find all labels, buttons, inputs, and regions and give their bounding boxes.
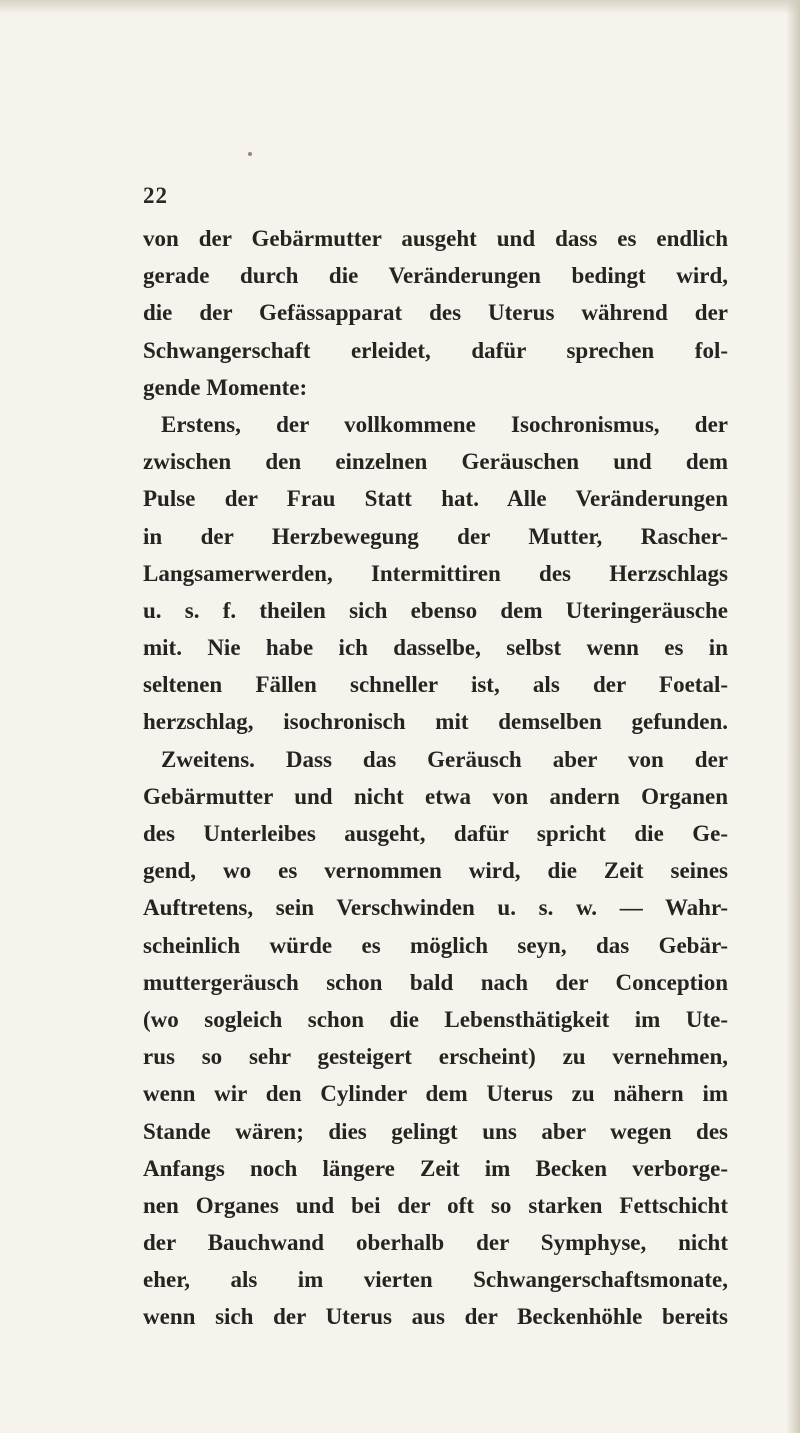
text-line: gerade durch die Veränderungen bedingt wird, xyxy=(143,263,728,289)
text-line: Zweitens. Dass das Geräusch aber von der xyxy=(161,746,728,772)
text-line: mit. Nie habe ich dasselbe, selbst wenn es in xyxy=(143,635,728,661)
text-line: wenn wir den Cylinder dem Uterus zu nähern im xyxy=(143,1081,728,1107)
text-line: (wo sogleich schon die Lebensthätigkeit im Ute- xyxy=(143,1006,728,1032)
text-line: Erstens, der vollkommene Isochronismus, der xyxy=(161,411,728,437)
text-line: rus so sehr gesteigert erscheint) zu vernehmen, xyxy=(143,1044,728,1070)
ink-speck xyxy=(248,152,252,156)
text-line: zwischen den einzelnen Geräuschen und dem xyxy=(143,449,728,475)
scan-shadow-right xyxy=(786,0,800,1433)
text-line: Stande wären; dies gelingt uns aber wegen des xyxy=(143,1118,728,1144)
body-text xyxy=(143,220,728,1336)
text-line: des Unterleibes ausgeht, dafür spricht die Ge- xyxy=(143,821,728,846)
text-line: muttergeräusch schon bald nach der Conception xyxy=(143,969,728,995)
text-line: nen Organes und bei der oft so starken Fettschicht xyxy=(143,1192,728,1218)
text-line: Auftretens, sein Verschwinden u. s. w. — Wahr- xyxy=(143,895,728,921)
text-line: u. s. f. theilen sich ebenso dem Uteringeräusche xyxy=(143,597,728,623)
text-line: in der Herzbewegung der Mutter, Rascher- xyxy=(143,523,728,549)
text-line: eher, als im vierten Schwangerschaftsmonate, xyxy=(143,1267,728,1293)
text-line: Gebärmutter und nicht etwa von andern Organen xyxy=(143,783,728,809)
text-line: Langsamerwerden, Intermittiren des Herzschlags xyxy=(143,560,728,586)
text-line: gende Momente: xyxy=(143,374,308,400)
text-line: die der Gefässapparat des Uterus während der xyxy=(143,300,728,326)
text-line: Pulse der Frau Statt hat. Alle Veränderungen xyxy=(143,486,728,512)
text-line: der Bauchwand oberhalb der Symphyse, nicht xyxy=(143,1230,728,1256)
text-line: gend, wo es vernommen wird, die Zeit seines xyxy=(143,858,728,884)
text-line: wenn sich der Uterus aus der Beckenhöhle bereits xyxy=(143,1304,728,1330)
text-line: Anfangs noch längere Zeit im Becken verborge- xyxy=(143,1155,728,1181)
text-line: Schwangerschaft erleidet, dafür sprechen fol- xyxy=(143,337,728,363)
text-line: scheinlich würde es möglich seyn, das Gebär- xyxy=(143,932,728,958)
text-line: von der Gebärmutter ausgeht und dass es endlich xyxy=(143,226,728,251)
page-number: 22 xyxy=(143,183,168,208)
scan-shadow-top xyxy=(0,0,800,14)
text-line: seltenen Fällen schneller ist, als der Foetal- xyxy=(143,672,728,698)
text-line: herzschlag, isochronisch mit demselben gefunden. xyxy=(143,709,728,735)
